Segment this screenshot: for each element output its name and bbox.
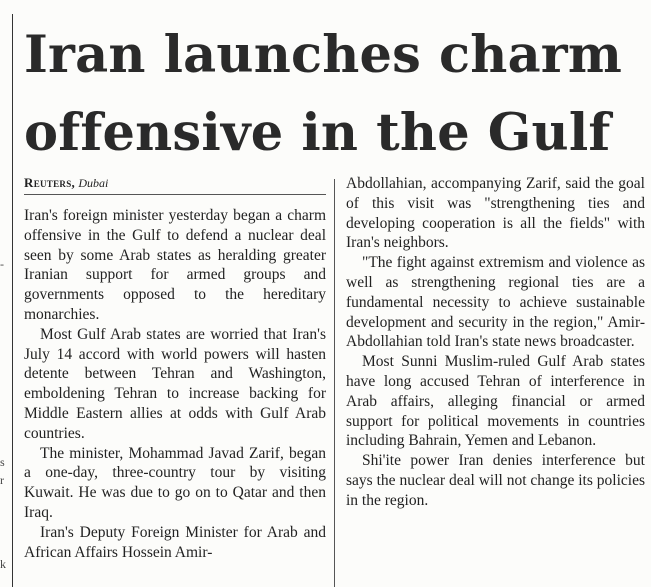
byline-agency: Reuters, xyxy=(24,175,76,190)
margin-fragment: s xyxy=(0,455,5,469)
paragraph: Iran's Deputy Foreign Minister for Arab and African Affairs Hossein Amir- xyxy=(24,523,326,561)
column-divider xyxy=(334,179,335,587)
byline-place: Dubai xyxy=(78,176,109,190)
margin-fragment: r xyxy=(0,473,4,487)
paragraph: Abdollahian, accompanying Zarif, said the goal of this visit was "strengthening ties and developing cooperation is all the fields" with Iran's neighbors. xyxy=(346,175,645,252)
paragraph: "The fight against extremism and violence as well as strengthening regional ties are a fundamental necessity to achieve sustainable development and security in the region," Amir-Abdollahian told Iran's state news broadcaster. xyxy=(346,254,645,351)
article-column-left xyxy=(24,174,326,562)
paragraph: Iran's foreign minister yesterday began a charm offensive in the Gulf to defend a nuclear deal seen by some Arab states as heralding greater Iranian support for armed groups and governments opposed to the hereditary monarchies. xyxy=(24,207,326,323)
paragraph: The minister, Mohammad Javad Zarif, began a one-day, three-country tour by visiting Kuwait. He was due to go on to Qatar and then Iraq. xyxy=(24,444,326,521)
paragraph: Most Sunni Muslim-ruled Gulf Arab states have long accused Tehran of interference in Arab affairs, alleging financial or armed support for political movements in countries including Bahrain, Yemen and Lebanon. xyxy=(346,353,645,450)
page-left-column-rule xyxy=(12,14,13,587)
article-column-right xyxy=(346,174,645,511)
margin-fragment: - xyxy=(0,257,4,271)
dateline xyxy=(24,174,326,195)
paragraph: Shi'ite power Iran denies interference but says the nuclear deal will not change its policies in the region. xyxy=(346,452,645,509)
headline xyxy=(24,16,649,172)
headline-line-2: offensive in the Gulf xyxy=(24,103,611,163)
headline-line-1: Iran launches charm xyxy=(24,25,623,85)
margin-fragment: k xyxy=(0,557,6,571)
paragraph: Most Gulf Arab states are worried that Iran's July 14 accord with world powers will hasten detente between Tehran and Washington, emboldening Tehran to increase backing for Middle Eastern allies at odds with Gulf Arab countries. xyxy=(24,325,326,442)
